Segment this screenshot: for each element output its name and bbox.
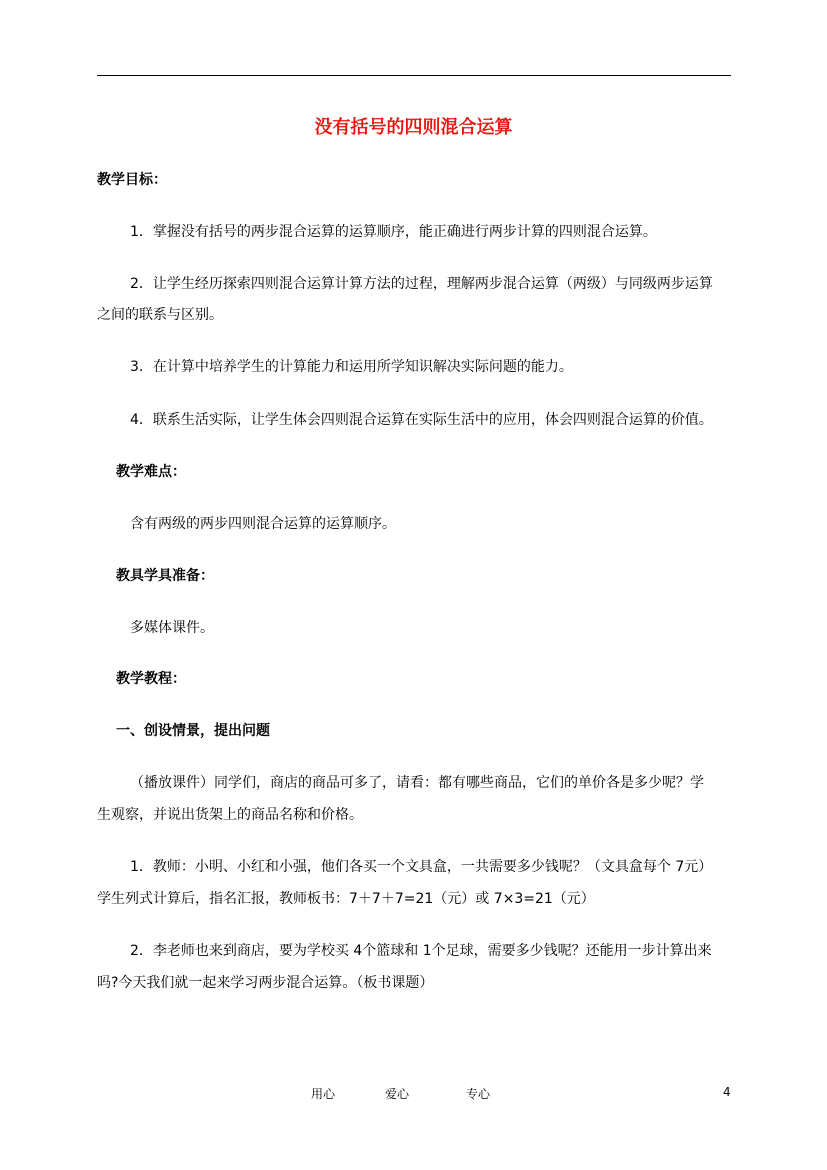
paragraph-2-line-2: 学生列式计算后，指名汇报，教师板书：7＋7＋7=21（元）或 7×3=21（元）	[97, 891, 595, 907]
difficulty-heading: 教学难点：	[116, 464, 186, 480]
objective-4: 4．联系生活实际，让学生体会四则混合运算在实际生活中的应用，体会四则混合运算的价值。	[130, 412, 713, 428]
paragraph-1-line-2: 生观察，并说出货架上的商品名称和价格。	[97, 807, 363, 823]
difficulty-text: 含有两级的两步四则混合运算的运算顺序。	[130, 516, 396, 532]
objective-2-line-2: 之间的联系与区别。	[97, 307, 223, 323]
header-rule	[97, 75, 731, 76]
document-title: 没有括号的四则混合运算	[314, 117, 513, 138]
process-heading: 教学教程：	[116, 671, 186, 687]
objective-1: 1．掌握没有括号的两步混合运算的运算顺序，能正确进行两步计算的四则混合运算。	[130, 224, 657, 240]
footer-word-2: 爱心	[385, 1087, 410, 1101]
section-1-heading: 一、创设情景，提出问题	[116, 723, 270, 739]
tools-heading: 教具学具准备：	[116, 568, 214, 584]
paragraph-1-line-1: （播放课件）同学们，商店的商品可多了，请看：都有哪些商品，它们的单价各是多少呢？学	[130, 775, 704, 791]
paragraph-3-line-2: 吗?今天我们就一起来学习两步混合运算。（板书课题）	[97, 975, 434, 991]
objectives-heading: 教学目标：	[97, 172, 167, 188]
objective-3: 3．在计算中培养学生的计算能力和运用所学知识解决实际问题的能力。	[130, 359, 573, 375]
paragraph-3-line-1: 2．李老师也来到商店，要为学校买 4个篮球和 1个足球，需要多少钱呢？还能用一步计算出来	[130, 943, 712, 959]
footer-word-3: 专心	[466, 1087, 491, 1101]
footer-word-1: 用心	[311, 1087, 336, 1101]
paragraph-2-line-1: 1．教师：小明、小红和小强，他们各买一个文具盒，一共需要多少钱呢？（文具盒每个 7元）	[130, 859, 713, 875]
page-number: 4	[723, 1085, 731, 1099]
objective-2-line-1: 2．让学生经历探索四则混合运算计算方法的过程，理解两步混合运算（两级）与同级两步运算	[130, 276, 713, 292]
tools-text: 多媒体课件。	[130, 620, 214, 636]
